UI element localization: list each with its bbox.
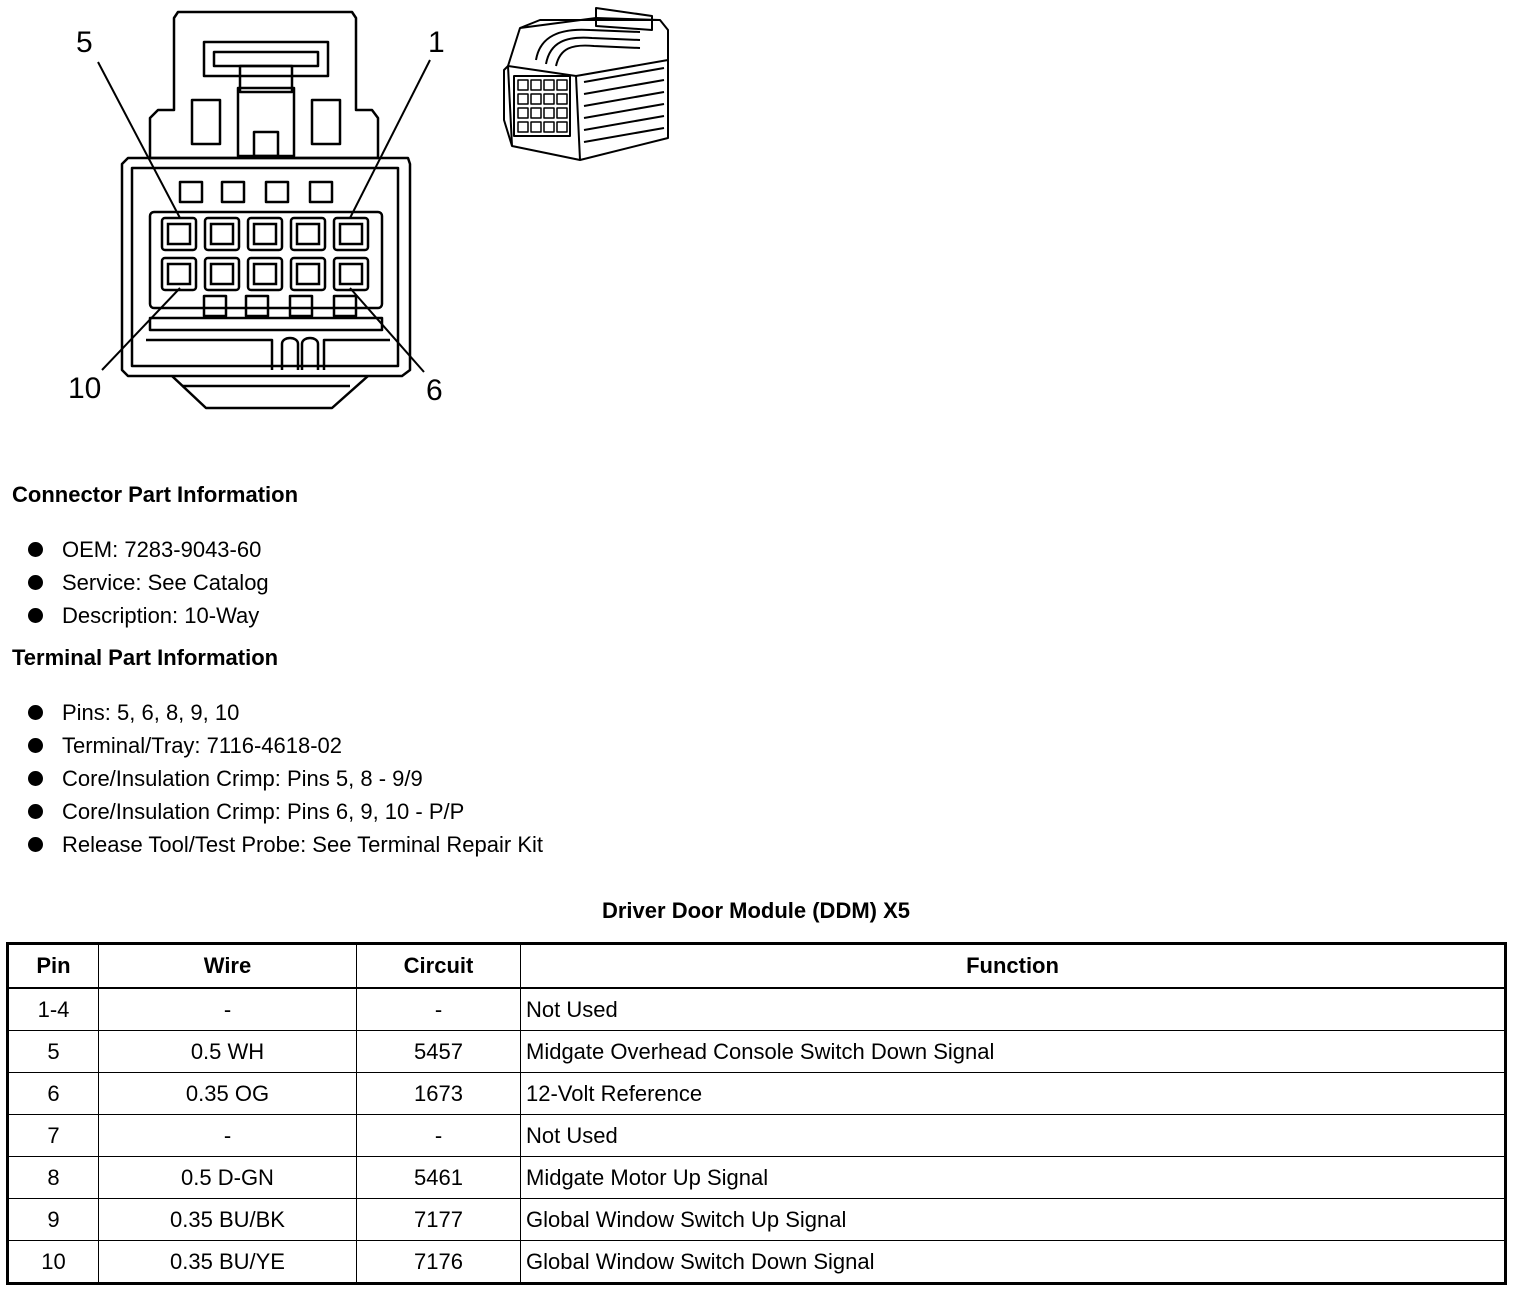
cell-pin: 1-4 — [8, 988, 99, 1031]
table-title: Driver Door Module (DDM) X5 — [601, 898, 911, 923]
bullet-icon — [28, 705, 43, 720]
bullet-icon — [28, 738, 43, 753]
table-header-row — [8, 944, 1506, 989]
cell-function: Global Window Switch Down Signal — [521, 1241, 1506, 1284]
leader-line-pin-1 — [350, 60, 430, 218]
cell-wire: 0.35 BU/YE — [99, 1241, 357, 1284]
connector-info-title: Connector Part Information — [12, 482, 299, 507]
list-item: Service: See Catalog — [28, 566, 269, 599]
table-row — [8, 1073, 1506, 1115]
cell-wire: 0.5 WH — [99, 1031, 357, 1073]
table-row — [8, 1031, 1506, 1073]
cell-function: 12-Volt Reference — [521, 1073, 1506, 1115]
list-item: Release Tool/Test Probe: See Terminal Repair Kit — [28, 828, 543, 861]
cell-circuit: 7177 — [357, 1199, 521, 1241]
cell-circuit: 1673 — [357, 1073, 521, 1115]
table-row — [8, 1199, 1506, 1241]
cell-wire: 0.35 BU/BK — [99, 1199, 357, 1241]
bullet-icon — [28, 575, 43, 590]
connector-latch — [150, 12, 378, 158]
list-item: Core/Insulation Crimp: Pins 6, 9, 10 - P/P — [28, 795, 543, 828]
table-row — [8, 1241, 1506, 1284]
header-pin: Pin — [8, 944, 99, 989]
bullet-icon — [28, 771, 43, 786]
bullet-icon — [28, 804, 43, 819]
cell-wire: 0.35 OG — [99, 1073, 357, 1115]
cell-function: Not Used — [521, 988, 1506, 1031]
connector-diagram — [0, 0, 700, 420]
pin-label-6: 6 — [426, 374, 443, 407]
connector-skirt — [172, 376, 368, 408]
leader-line-pin-5 — [98, 62, 180, 218]
cell-pin: 8 — [8, 1157, 99, 1199]
terminal-info-list — [28, 696, 543, 861]
cell-pin: 9 — [8, 1199, 99, 1241]
table-row — [8, 988, 1506, 1031]
table-row — [8, 1115, 1506, 1157]
connector-info-list — [28, 533, 269, 632]
list-item: Description: 10-Way — [28, 599, 269, 632]
bullet-icon — [28, 608, 43, 623]
cell-wire: - — [99, 1115, 357, 1157]
cell-pin: 5 — [8, 1031, 99, 1073]
cell-pin: 6 — [8, 1073, 99, 1115]
pin-label-10: 10 — [68, 372, 102, 405]
cell-pin: 7 — [8, 1115, 99, 1157]
cell-circuit: 5457 — [357, 1031, 521, 1073]
cell-function: Global Window Switch Up Signal — [521, 1199, 1506, 1241]
cell-wire: - — [99, 988, 357, 1031]
header-circuit: Circuit — [357, 944, 521, 989]
terminal-info-title: Terminal Part Information — [12, 645, 279, 670]
header-function: Function — [521, 944, 1506, 989]
cell-circuit: 7176 — [357, 1241, 521, 1284]
cell-circuit: - — [357, 1115, 521, 1157]
list-item: OEM: 7283-9043-60 — [28, 533, 269, 566]
table-row — [8, 1157, 1506, 1199]
cell-pin: 10 — [8, 1241, 99, 1284]
pin-cavity-row-bottom — [162, 258, 368, 290]
header-wire: Wire — [99, 944, 357, 989]
pin-label-5: 5 — [76, 26, 93, 59]
cell-circuit: 5461 — [357, 1157, 521, 1199]
bullet-icon — [28, 837, 43, 852]
list-item: Terminal/Tray: 7116-4618-02 — [28, 729, 543, 762]
list-item: Core/Insulation Crimp: Pins 5, 8 - 9/9 — [28, 762, 543, 795]
pinout-table — [6, 942, 1507, 1285]
cell-function: Not Used — [521, 1115, 1506, 1157]
connector-isometric-view — [504, 8, 668, 160]
bullet-icon — [28, 542, 43, 557]
cell-function: Midgate Overhead Console Switch Down Signal — [521, 1031, 1506, 1073]
cell-circuit: - — [357, 988, 521, 1031]
pin-label-1: 1 — [428, 26, 445, 59]
cell-wire: 0.5 D-GN — [99, 1157, 357, 1199]
cell-function: Midgate Motor Up Signal — [521, 1157, 1506, 1199]
pin-cavity-row-top — [162, 218, 368, 250]
list-item: Pins: 5, 6, 8, 9, 10 — [28, 696, 543, 729]
